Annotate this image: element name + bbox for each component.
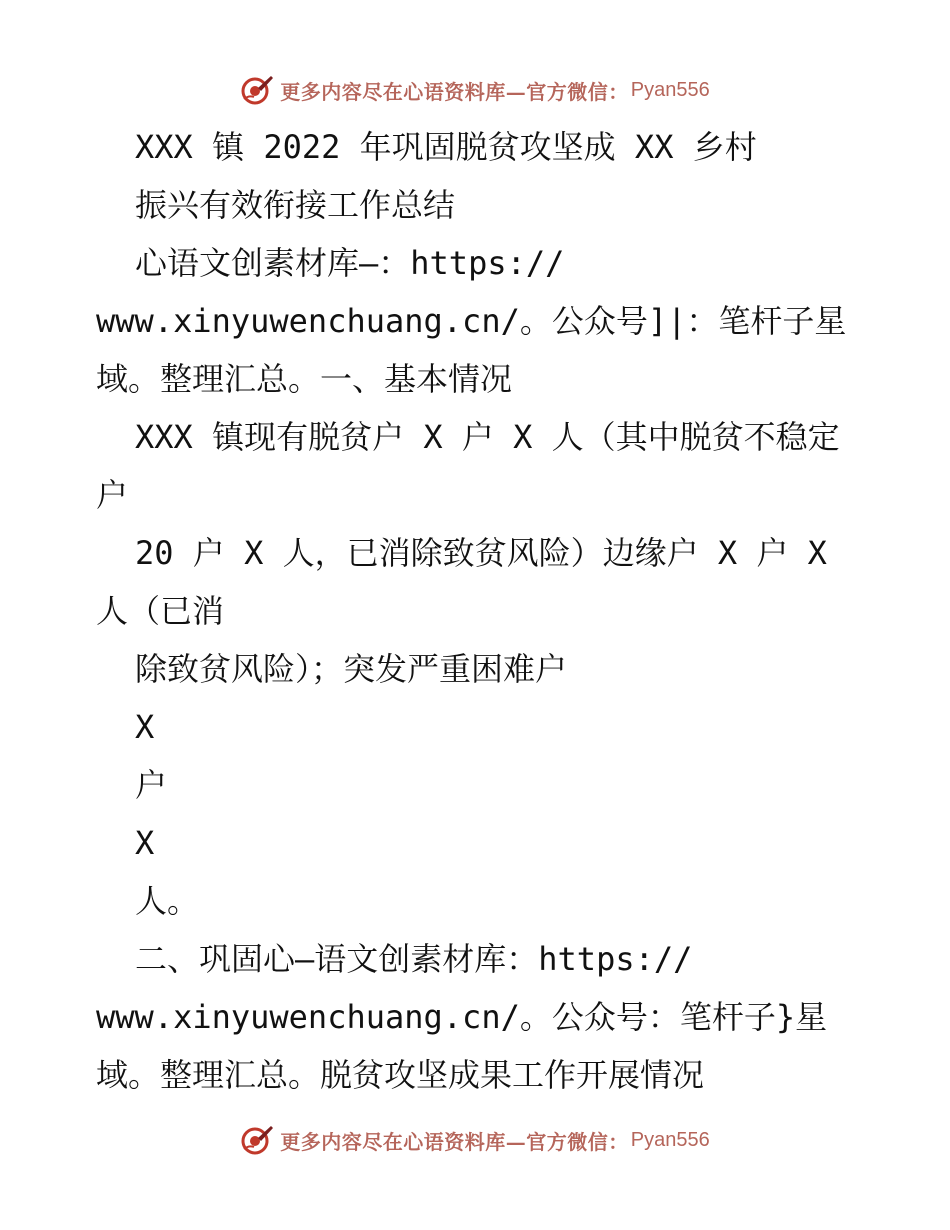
title-line-1: XXX 镇 2022 年巩固脱贫攻坚成 XX 乡村 <box>135 128 757 166</box>
header-watermark <box>0 70 950 110</box>
footer-watermark <box>0 1120 950 1160</box>
body-line: www.xinyuwenchuang.cn/。公众号]|：笔杆子星 <box>96 302 847 340</box>
body-line: X <box>135 708 155 746</box>
watermark-wechat-id: Pyan556 <box>630 1128 710 1151</box>
body-line: 20 户 X 人，已消除致贫风险）边缘户 X 户 X <box>135 534 827 572</box>
body-line: www.xinyuwenchuang.cn/。公众号：笔杆子}星 <box>96 998 828 1036</box>
body-line: 除致贫风险）；突发严重困难户 <box>135 650 568 688</box>
body-line: 户 <box>135 766 168 804</box>
watermark-wechat-id: Pyan556 <box>630 78 710 101</box>
body-line: 心语文创素材库—：https:// <box>135 244 565 282</box>
body-line: 域。整理汇总。一、基本情况 <box>96 360 513 398</box>
watermark-text: 更多内容尽在心语资料库—官方微信： <box>280 1129 629 1154</box>
title-line-2: 振兴有效衔接工作总结 <box>135 186 456 224</box>
watermark-text: 更多内容尽在心语资料库—官方微信： <box>280 79 629 104</box>
body-line: 人（已消 <box>96 592 225 630</box>
body-line: 人。 <box>135 882 200 920</box>
pen-logo-icon <box>240 1123 274 1157</box>
body-line: X <box>135 824 155 862</box>
section-heading-line: 二、巩固心—语文创素材库：https:// <box>135 940 693 978</box>
pen-logo-icon <box>240 73 274 107</box>
body-line: 域。整理汇总。脱贫攻坚成果工作开展情况 <box>96 1056 705 1094</box>
body-line: XXX 镇现有脱贫户 X 户 X 人（其中脱贫不稳定 <box>135 418 840 456</box>
body-line: 户 <box>96 476 129 514</box>
